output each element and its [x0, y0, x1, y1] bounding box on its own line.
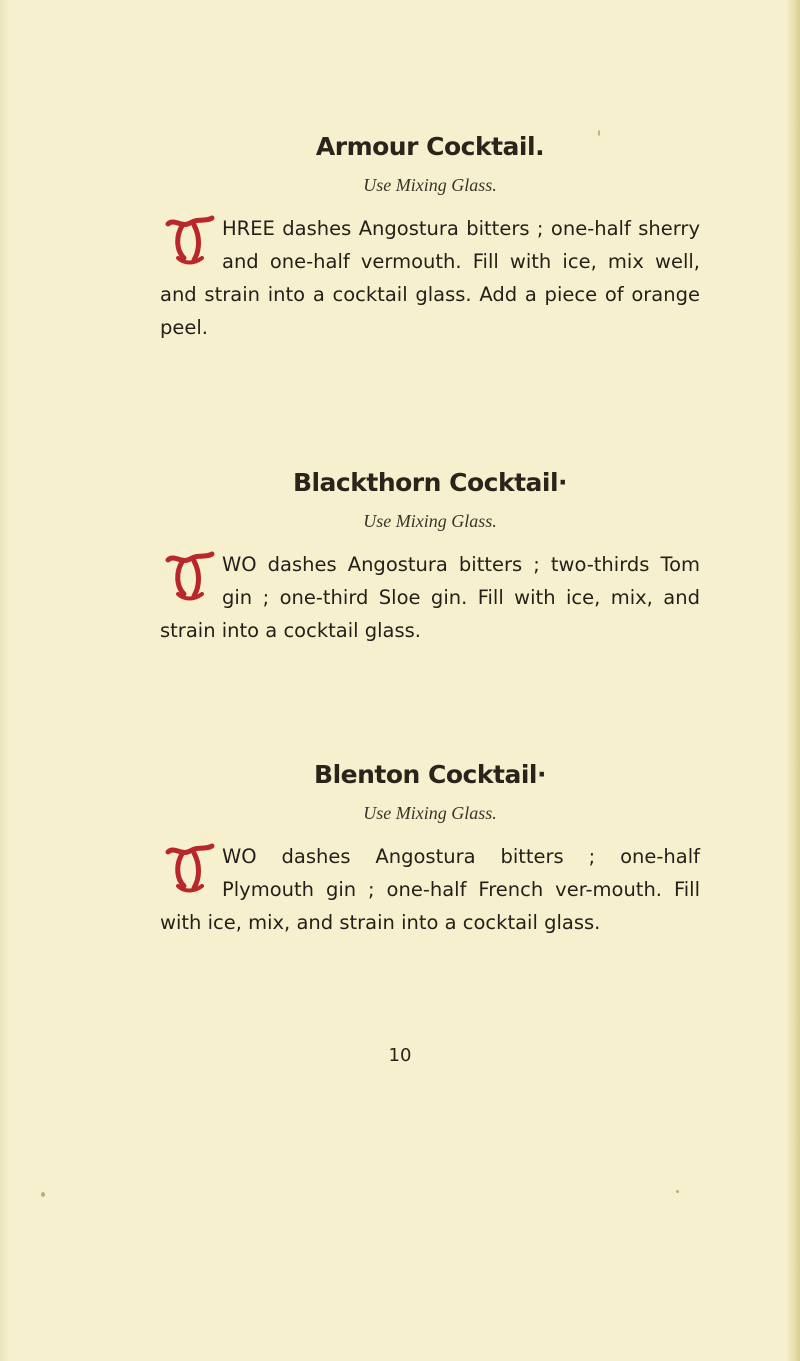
recipe-armour [160, 132, 700, 344]
recipe-blackthorn [160, 468, 700, 647]
dropcap-t-icon [160, 842, 218, 898]
paper-speck [598, 130, 600, 136]
page-number: 10 [388, 1045, 412, 1066]
paper-speck [676, 1190, 679, 1193]
recipe-text: WO dashes Angostura bitters ; two-thirds Tom gin ; one-third Sloe gin. Fill with ice, mix, and strain into a cocktail glass. [160, 553, 700, 642]
page-left-shadow [0, 0, 10, 1361]
recipe-text: HREE dashes Angostura bitters ; one-half sherry and one-half vermouth. Fill with ice, mix well, and strain into a cocktail glass. Add a piece of orange peel. [160, 217, 700, 339]
recipe-title: Blenton Cocktail· [314, 760, 546, 789]
recipe-title: Blackthorn Cocktail· [292, 468, 568, 497]
recipe-subtitle: Use Mixing Glass. [363, 511, 497, 531]
recipe-blenton [160, 760, 700, 939]
recipe-body [160, 548, 700, 647]
recipe-body [160, 212, 700, 344]
dropcap-t-icon [160, 214, 218, 270]
recipe-subtitle: Use Mixing Glass. [363, 803, 497, 823]
recipe-text: WO dashes Angostura bitters ; one-half Plymouth gin ; one-half French ver-mouth. Fill with ice, mix, and strain into a cocktail glass. [160, 845, 700, 934]
paper-speck [41, 1192, 45, 1197]
page-right-edge [786, 0, 800, 1361]
dropcap-t-icon [160, 550, 218, 606]
recipe-body [160, 840, 700, 939]
recipe-subtitle: Use Mixing Glass. [363, 175, 497, 195]
recipe-title: Armour Cocktail. [315, 132, 545, 161]
